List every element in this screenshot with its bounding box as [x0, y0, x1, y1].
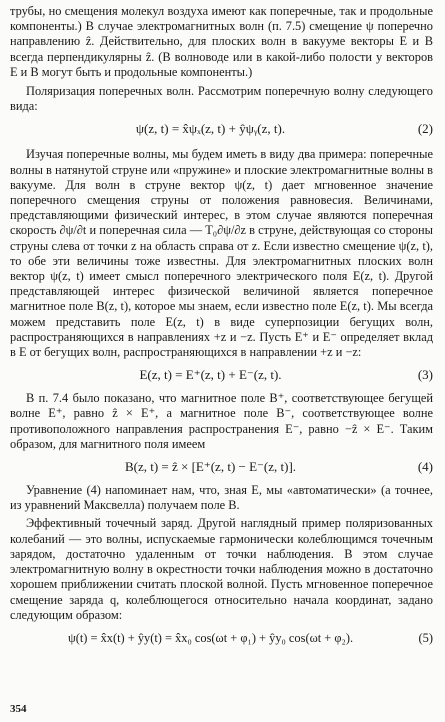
- equation-2-body: ψ(z, t) = x̂ψₓ(z, t) + ŷψᵧ(z, t).: [135, 121, 286, 137]
- equation-4: [10, 459, 433, 475]
- equation-5-body: ψ(t) = x̂x(t) + ŷy(t) = x̂x₀ cos(ωt + φ₁) + ŷy₀ cos(ωt + φ₂).: [67, 630, 354, 645]
- equation-5-number: (5): [418, 630, 433, 645]
- paragraph-1: трубы, но смещения молекул воздуха имеют как поперечные, так и продольные компоненты.) В случае электромагнитных волн (п. 7.5) смещение ψ поперечно направлению ẑ. Действительно, для плоских волн в вакууме векторы E и B всегда перпендикулярны ẑ. (В волноводе или в какой-либо полости у векторов E и B могут быть и продольные компоненты.): [10, 4, 433, 79]
- paragraph-2: Поляризация поперечных волн. Рассмотрим поперечную волну следующего вида:: [10, 84, 433, 114]
- equation-2: [10, 121, 433, 137]
- paragraph-6: Эффективный точечный заряд. Другой наглядный пример поляризованных колебаний — это волны, испускаемые гармонически колеблющимся точечным зарядом, достаточно удаленным от точки наблюдения. В этом случае электромагнитную волну в окрестности точки наблюдения можно в достаточно хорошем приближении считать плоской волной. Пусть мгновенное поперечное смещение заряда q, колеблющегося относительно начала координат, задано следующим образом:: [10, 516, 433, 622]
- equation-4-number: (4): [417, 459, 433, 475]
- paragraph-4: В п. 7.4 было показано, что магнитное поле B⁺, соответствующее бегущей волне E⁺, равно ẑ × E⁺, а магнитное поле B⁻, соответствующее волне противоположного направления распространения E⁻, равно −ẑ × E⁻. Таким образом, для магнитного поля имеем: [10, 391, 433, 451]
- paragraph-5: Уравнение (4) напоминает нам, что, зная E, мы «автоматически» (а точнее, из уравнений Максвелла) получаем поле B.: [10, 483, 433, 513]
- equation-5: [10, 631, 433, 646]
- equation-2-number: (2): [417, 121, 433, 137]
- equation-4-body: B(z, t) = ẑ × [E⁺(z, t) − E⁻(z, t)].: [124, 459, 297, 475]
- equation-3: [10, 367, 433, 383]
- equation-3-body: E(z, t) = E⁺(z, t) + E⁻(z, t).: [139, 367, 282, 383]
- page-number: 354: [10, 703, 27, 715]
- equation-3-number: (3): [417, 367, 433, 383]
- paragraph-3: Изучая поперечные волны, мы будем иметь в виду два примера: поперечные волны в натянутой струне или «пружине» и плоские электромагнитные волны в вакууме. Для волн в струне вектор ψ(z, t) дает мгновенное значение поперечного смещения струны от положения равновесия. Величинами, представляющими физический интерес, в этом случае являются поперечная скорость ∂ψ/∂t и поперечная сила — T₀∂ψ/∂z в струне, действующая со стороны струны слева от точки z на область справа от z. Если известно смещение ψ(z, t), то обе эти величины тоже известны. Для электромагнитных плоских волн вектор ψ(z, t) имеет смысл поперечного электрического поля E(z, t). Другой представляющей интерес физической величиной является поперечное магнитное поле B(z, t), которое мы знаем, если известно поле E(z, t). Мы всегда можем представить поле E(z, t) в виде суперпозиции бегущих волн, распространяющихся в направлениях +z и −z. Пусть E⁺ и E⁻ определяет вклад в E от бегущих волн, распространяющихся в направлении +z и −z:: [10, 147, 433, 360]
